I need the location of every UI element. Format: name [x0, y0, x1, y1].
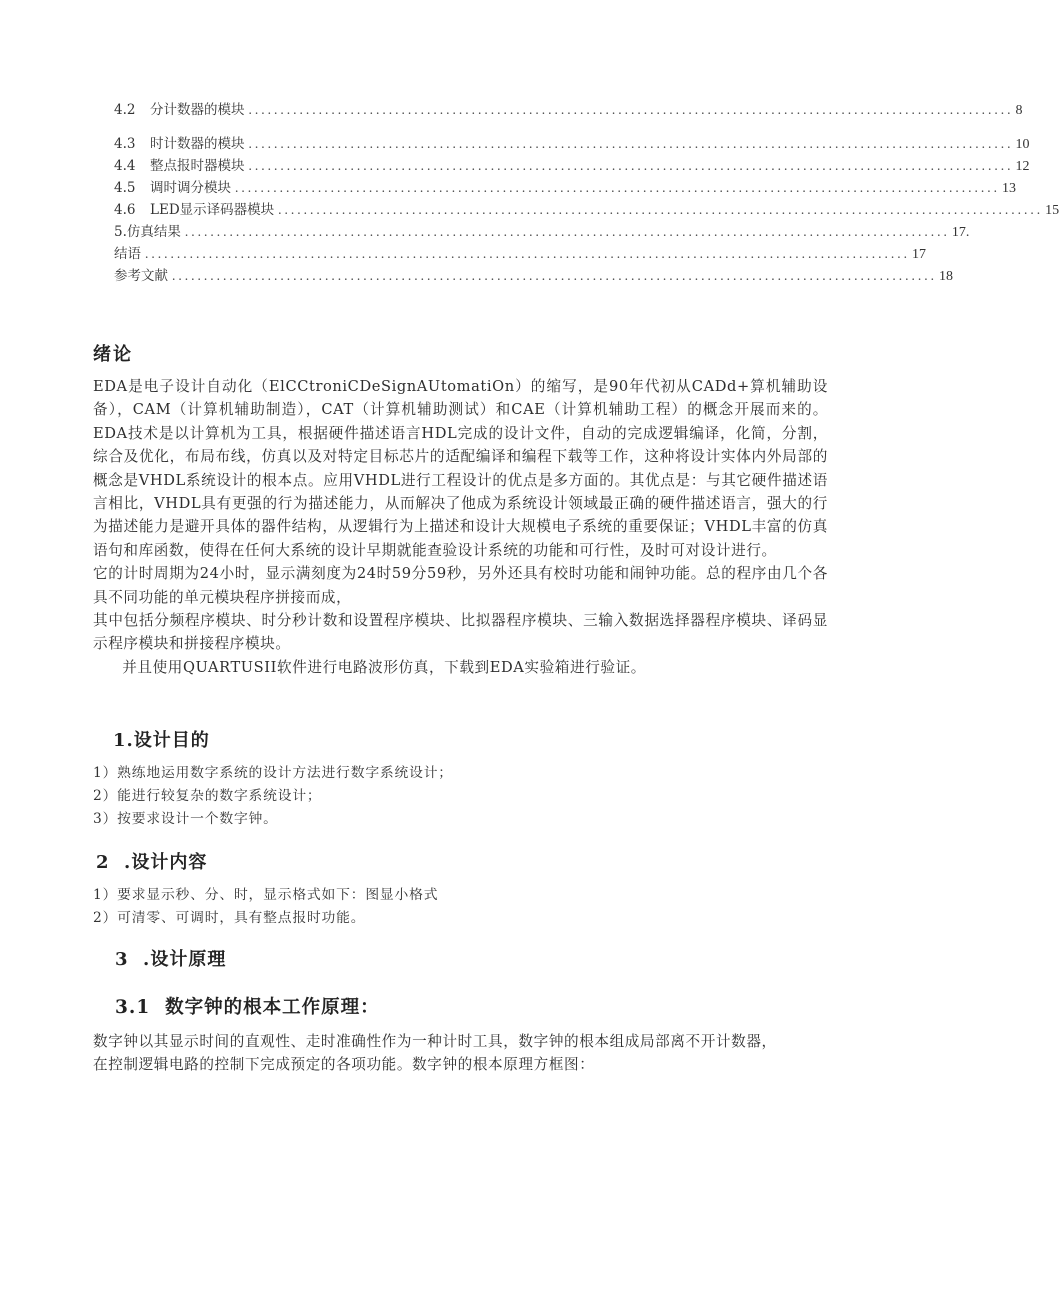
body-paragraph: 在控制逻辑电路的控制下完成预定的各项功能。数字钟的根本原理方框图：: [93, 1056, 595, 1074]
toc-dot-leader: ........................................................................................................................: [278, 202, 1044, 217]
toc-entry-title: [114, 156, 249, 176]
toc-entry-page: 12: [1015, 159, 1030, 174]
toc-dot-leader: ........................................................................................................................: [184, 224, 950, 239]
section-3-heading: 3 .设计原理: [115, 949, 227, 970]
intro-paragraph: 它的计时周期为24小时，显示满刻度为24时59分59秒，另外还具有校时功能和闹钟功能。总的程序由几个各具不同功能的单元模块程序拼接而成，: [93, 565, 828, 606]
list-item: 2）可清零、可调时，具有整点报时功能。: [93, 910, 366, 926]
toc-entry-label: 整点报时器模块: [150, 158, 245, 174]
toc-entry-label: 结语: [114, 246, 141, 262]
toc-entry[interactable]: [114, 244, 926, 264]
toc-entry-number: 4.4: [114, 158, 136, 174]
toc-dot-leader: ........................................................................................................................: [235, 180, 1000, 195]
toc-entry[interactable]: [114, 156, 1030, 176]
toc-entry-page: 17.: [951, 225, 970, 240]
intro-heading: 绪论: [93, 344, 133, 365]
toc-dot-leader: ........................................................................................................................: [145, 246, 910, 261]
toc-entry[interactable]: [114, 200, 1059, 220]
section-1-heading: 1.设计目的: [113, 730, 210, 751]
toc-dot-leader: ........................................................................................................................: [248, 136, 1014, 151]
section-3-1-heading: 3.1 数字钟的根本工作原理：: [115, 997, 380, 1018]
toc-entry-title: [114, 244, 145, 264]
toc-entry-page: 17: [912, 247, 926, 262]
toc-entry[interactable]: [114, 178, 1016, 198]
toc-entry-number: 4.6: [114, 202, 136, 218]
toc-entry[interactable]: [114, 222, 970, 242]
toc-entry-title: [114, 222, 185, 242]
toc-entry-page: 15: [1045, 203, 1059, 218]
list-item: 1）要求显示秒、分、时，显示格式如下：图显小格式: [93, 887, 439, 903]
toc-entry-page: 10: [1015, 137, 1030, 152]
toc-entry[interactable]: [114, 134, 1030, 154]
body-paragraph: 数字钟以其显示时间的直观性、走时准确性作为一种计时工具，数字钟的根本组成局部离不开计数器，: [93, 1033, 777, 1050]
toc-entry[interactable]: [114, 266, 953, 286]
toc-dot-leader: ........................................................................................................................: [172, 268, 937, 283]
section-2-heading: 2 .设计内容: [96, 852, 208, 873]
toc-entry-label: 时计数器的模块: [150, 136, 245, 152]
list-item: 2）能进行较复杂的数字系统设计；: [93, 788, 322, 804]
toc-entry[interactable]: [114, 100, 1023, 120]
toc-entry-label: 调时调分模块: [150, 180, 231, 196]
toc-entry-label: 分计数器的模块: [150, 102, 245, 118]
intro-paragraph: 其中包括分频程序模块、时分秒计数和设置程序模块、比拟器程序模块、三输入数据选择器程序模块、译码显示程序模块和拼接程序模块。: [93, 612, 828, 653]
toc-entry-number: 4.5: [114, 180, 136, 196]
toc-entry-title: [114, 200, 278, 220]
list-item: 3）按要求设计一个数字钟。: [93, 811, 278, 827]
intro-paragraph: EDA是电子设计自动化（ElCCtroniCDeSignAUtomatiOn）的缩写，是90年代初从CADd+算机辅助设备），CAM（计算机辅助制造），CAT（计算机辅助测试）和CAE（计算机辅助工程）的概念开展而来的。EDA技术是以计算机为工具，根据硬件描述语言HDL完成的设计文件，自动的完成逻辑编译，化简，分割，综合及优化，布局布线，仿真以及对特定目标芯片的适配编译和编程下载等工作，这种将设计实体内外局部的概念是VHDL系统设计的根本点。应用VHDL进行工程设计的优点是多方面的。其优点是：与其它硬件描述语言相比，VHDL具有更强的行为描述能力，从而解决了他成为系统设计领域最正确的硬件描述语言，强大的行为描述能力是避开具体的器件结构，从逻辑行为上描述和设计大规模电子系统的重要保证；VHDL丰富的仿真语句和库函数，使得在任何大系统的设计早期就能查验设计系统的功能和可行性，及时可对设计进行。: [93, 378, 828, 559]
toc-entry-page: 8: [1015, 103, 1023, 118]
toc-entry-number: 4.2: [114, 102, 136, 118]
toc-entry-title: [114, 178, 235, 198]
section-2-list: [93, 884, 828, 930]
toc-entry-page: 18: [939, 269, 953, 284]
toc-entry-number: 4.3: [114, 136, 136, 152]
intro-paragraph: 并且使用QUARTUSII软件进行电路波形仿真，下载到EDA实验箱进行验证。: [122, 658, 646, 676]
toc-entry-label: LED显示译码器模块: [150, 202, 275, 218]
toc-entry-title: [114, 134, 249, 154]
toc-dot-leader: ........................................................................................................................: [248, 158, 1014, 173]
toc-entry-label: 参考文献: [114, 268, 168, 284]
section-3-1-body: [93, 1030, 828, 1077]
toc-dot-leader: ........................................................................................................................: [248, 102, 1014, 117]
toc-entry-title: [114, 266, 172, 286]
toc-entry-label: 5.仿真结果: [114, 224, 181, 240]
section-1-list: [93, 762, 828, 831]
list-item: 1）熟练地运用数字系统的设计方法进行数字系统设计；: [93, 765, 453, 781]
toc-entry-title: [114, 100, 249, 120]
toc-entry-page: 13: [1002, 181, 1016, 196]
intro-body: [93, 375, 828, 679]
